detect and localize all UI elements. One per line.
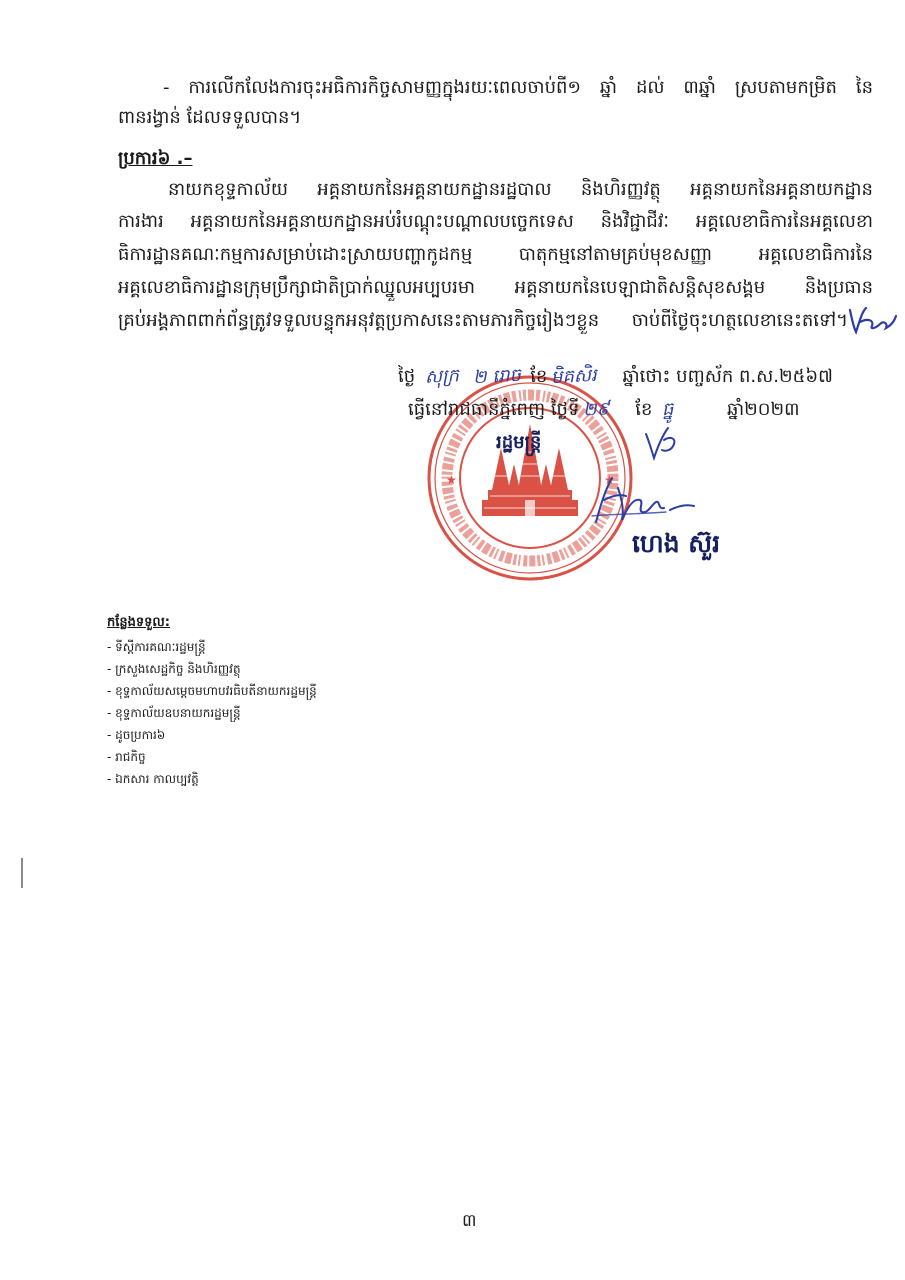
recipient-item: - ខុទ្ទកាល័យសម្តេចមហាបវរធិបតីនាយករដ្ឋមន្ត្រី xyxy=(107,684,317,698)
recipients-heading: កន្លែងទទួល: xyxy=(107,615,170,630)
page-number: ៣ xyxy=(462,1211,477,1231)
svg-text:★: ★ xyxy=(604,473,615,487)
handwritten-weekday: សុក្រ xyxy=(424,365,460,388)
recipient-item: - ខុទ្ទកាល័យឧបនាយករដ្ឋមន្ត្រី xyxy=(107,706,241,720)
scan-edge-mark xyxy=(21,858,23,888)
recipient-item: - ដូចប្រការ៦ xyxy=(107,728,166,742)
article-6-line: គ្រប់អង្គភាពពាក់ព័ន្ធត្រូវទទួលបន្ទុកអនុវត្តប្រកាសនេះតាមភារកិច្ចរៀងៗខ្លួន ចាប់ពីថ្ងៃចុះហត្ថលេខានេះតទៅ។ xyxy=(118,310,848,331)
lunar-month-prefix: ខែ xyxy=(530,366,548,387)
recipient-item: - រាជកិច្ច xyxy=(107,750,146,764)
recipient-item: - ឯកសារ កាលប្បវត្តិ xyxy=(107,772,199,786)
handwritten-lunar-month: មិគសិរ xyxy=(550,364,598,389)
recipient-item: - ក្រសួងសេដ្ឋកិច្ច និងហិរញ្ញវត្ថុ xyxy=(107,662,241,676)
handwritten-lunar-day: ២ រោច xyxy=(472,364,521,389)
solar-month-prefix: ខែ xyxy=(635,399,653,420)
bullet-item-line-2: ពានរង្វាន់ ដែលទទួលបាន។ xyxy=(118,107,302,128)
handwritten-day: ២៩ xyxy=(582,398,611,421)
lunar-year: ឆ្នាំថោះ បញ្ចស័ក ព.ស.២៥៦៧ xyxy=(622,366,833,387)
solar-year: ឆ្នាំ២០២៣ xyxy=(727,399,800,420)
solar-date-prefix: ធ្វើនៅរាជធានីភ្នំពេញ ថ្ងៃទី xyxy=(408,399,580,420)
lunar-date-line xyxy=(398,363,873,393)
recipients-list xyxy=(107,638,437,788)
recipient-item: - ទីស្តីការគណៈរដ្ឋមន្ត្រី xyxy=(107,640,206,654)
handwritten-approval-mark xyxy=(642,422,686,462)
svg-text:★: ★ xyxy=(446,473,457,487)
handwritten-month: ធ្នូ xyxy=(661,398,675,421)
signature xyxy=(582,470,702,530)
solar-date-line xyxy=(408,396,848,426)
article-6-line: អគ្គលេខាធិការដ្ឋានក្រុមប្រឹក្សាជាតិប្រាក់ឈ្នួលអប្បបរមា អគ្គនាយកនៃបេឡាជាតិសន្តិសុខសង្គម និងប្រធាន xyxy=(118,277,873,298)
article-6-heading: ប្រការ៦ .– xyxy=(118,148,193,169)
article-6-line: ធិការដ្ឋានគណៈកម្មការសម្រាប់ដោះស្រាយបញ្ហាកូដកម្ម បាតុកម្មនៅតាមគ្រប់មុខសញ្ញា អគ្គលេខាធិការនៃ xyxy=(118,244,873,265)
signatory-name: ហេង ស៊ួរ xyxy=(632,529,721,558)
bullet-item-line-1: - ការលើកលែងការចុះអធិការកិច្ចសាមញ្ញក្នុងរយៈពេលចាប់ពី១ ឆ្នាំ ដល់ ៣ឆ្នាំ ស្របតាមកម្រិត នៃ xyxy=(163,77,873,98)
lunar-date-prefix: ថ្ងៃ xyxy=(398,366,416,387)
article-6-line: នាយកខុទ្ទកាល័យ អគ្គនាយកនៃអគ្គនាយកដ្ឋានរដ្ឋបាល និងហិរញ្ញវត្ថុ អគ្គនាយកនៃអគ្គនាយកដ្ឋាន xyxy=(168,179,873,200)
article-6-line: ការងារ អគ្គនាយកនៃអគ្គនាយកដ្ឋានអប់រំបណ្តុះបណ្តាលបច្ចេកទេស និងវិជ្ជាជីវៈ អគ្គលេខាធិការនៃអគ្គលេខា xyxy=(118,211,873,232)
handwritten-initial-mark xyxy=(846,302,898,336)
signatory-title: រដ្ឋមន្ត្រី xyxy=(496,432,542,453)
